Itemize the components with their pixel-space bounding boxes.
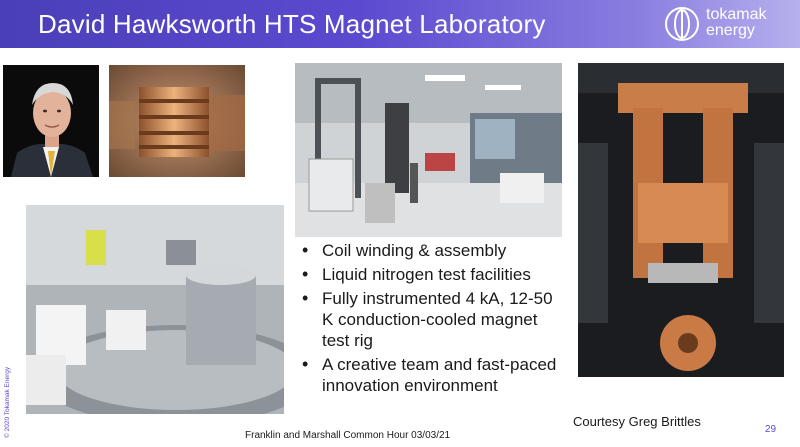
page-number: 29 [765,424,777,435]
photo-credit: Courtesy Greg Brittles [573,414,701,429]
logo-line-1: tokamak [706,6,767,23]
copyright-notice: © 2020 Tokamak Energy [4,366,11,438]
bullet-item: • Liquid nitrogen test facilities [300,264,560,285]
slide-title: David Hawksworth HTS Magnet Laboratory [38,9,546,39]
bullet-item: • A creative team and fast-paced innovation environment [300,354,560,396]
logo-wordmark [706,7,766,39]
coils-photo [109,65,245,177]
slide-header [0,0,800,48]
lab-photo [295,63,562,237]
company-logo [664,6,794,42]
tokamak-logo-icon [664,6,700,42]
portrait-photo [3,65,99,177]
slide-footer: Franklin and Marshall Common Hour 03/03/21 [245,430,451,441]
bullet-list [300,240,560,399]
logo-line-2: energy [706,22,755,39]
bullet-item: • Fully instrumented 4 kA, 12-50 K conduction-cooled magnet test rig [300,288,560,351]
magnet-rig-photo [578,63,784,377]
bullet-item: • Coil winding & assembly [300,240,560,261]
rig-photo [26,205,284,414]
